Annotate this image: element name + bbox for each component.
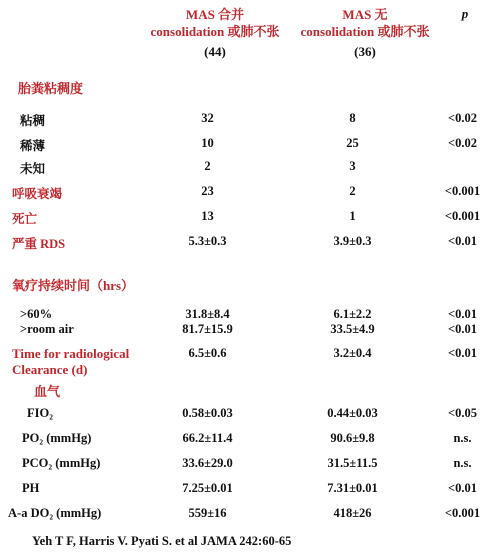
col2-value: 90.6±9.8 [330,431,375,445]
col1-value: 559±16 [188,506,227,520]
row-label: >room air [20,322,74,336]
col2-header-line1: MAS 无 [342,7,388,22]
p-value: <0.02 [448,111,477,125]
row-label: FIO₂ [27,406,53,420]
col1-value: 33.6±29.0 [182,456,233,470]
row-label: PO₂ (mmHg) [22,431,92,445]
p-value: <0.02 [448,136,477,150]
col2-n: (36) [354,44,376,59]
p-column-header: p [461,6,469,21]
col1-header-line1: MAS 合并 [185,7,245,22]
col1-value: 13 [201,209,214,223]
col1-value: 6.5±0.6 [188,346,227,360]
col2-value: 2 [349,184,356,198]
p-value: n.s. [453,456,472,470]
row-label: 死亡 [12,212,38,226]
col1-value: 32 [201,111,214,125]
section-radiological-line2: Clearance (d) [12,362,88,377]
p-value: <0.001 [444,506,481,520]
col1-value: 10 [201,136,214,150]
col2-value: 1 [349,209,356,223]
col2-value: 3.2±0.4 [333,346,372,360]
row-label: 粘稠 [20,114,46,128]
row-label: 稀薄 [20,139,46,153]
col2-value: 8 [349,111,356,125]
section-meconium: 胎粪粘稠度 [18,81,84,96]
col1-value: 23 [201,184,214,198]
col1-value: 66.2±11.4 [182,431,233,445]
section-radiological-line1: Time for radiological [12,346,130,361]
col2-value: 33.5±4.9 [330,322,375,336]
p-value: <0.01 [448,322,477,336]
p-value: <0.01 [448,346,477,360]
col1-value: 7.25±0.01 [182,481,233,495]
citation: Yeh T F, Harris V. Pyati S. et al JAMA 242:60-65 [32,534,292,548]
p-value: n.s. [453,431,472,445]
col2-value: 0.44±0.03 [327,406,378,420]
col2-value: 7.31±0.01 [327,481,378,495]
row-label: PH [22,481,40,495]
col1-value: 81.7±15.9 [182,322,233,336]
row-label: 严重 RDS [12,237,66,251]
col2-value: 3.9±0.3 [333,234,372,248]
col1-value: 0.58±0.03 [182,406,233,420]
row-label: 呼吸衰竭 [12,187,63,201]
p-value: <0.001 [444,184,481,198]
section-oxygen-duration: 氧疗持续时间（hrs） [12,278,135,293]
col1-value: 5.3±0.3 [188,234,227,248]
row-label: PCO₂ (mmHg) [22,456,101,470]
col2-value: 25 [346,136,359,150]
p-value: <0.05 [448,406,477,420]
p-value: <0.01 [448,481,477,495]
col1-header-line2: consolidation 或肺不张 [150,24,280,39]
col2-value: 3 [349,159,356,173]
col1-value: 2 [204,159,211,173]
col1-n: (44) [204,44,226,59]
p-value: <0.01 [448,234,477,248]
col2-header-line2: consolidation 或肺不张 [300,24,430,39]
row-label: A-a DO₂ (mmHg) [8,506,102,520]
p-value: <0.01 [448,307,477,321]
col2-value: 6.1±2.2 [333,307,372,321]
col1-value: 31.8±8.4 [185,307,230,321]
section-blood-gas: 血气 [34,384,61,399]
row-label: 未知 [20,162,46,176]
col2-value: 31.5±11.5 [327,456,378,470]
row-label: >60% [20,307,53,321]
col2-value: 418±26 [333,506,372,520]
p-value: <0.001 [444,209,481,223]
